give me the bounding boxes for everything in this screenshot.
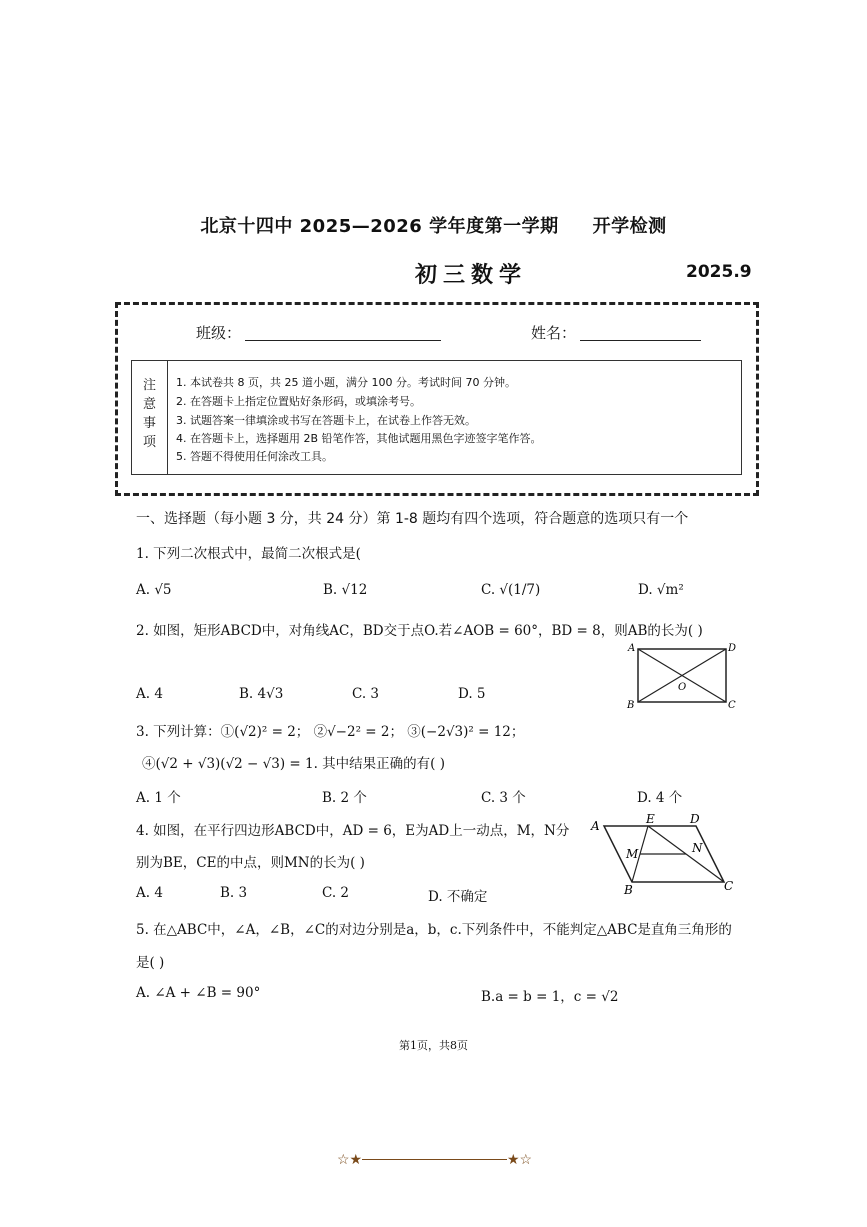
- figure-label-n: N: [692, 841, 703, 855]
- figure-label-o: O: [678, 682, 687, 693]
- question-2-option-c[interactable]: C. 3: [352, 686, 380, 702]
- figure-label-c: C: [724, 879, 734, 893]
- figure-label-b: B: [624, 883, 633, 896]
- class-label: 班级：: [196, 324, 242, 342]
- notice-heading-char: 意: [142, 397, 156, 412]
- star-ornament-left: ☆★: [337, 1152, 363, 1168]
- notice-heading-char: 注: [142, 378, 156, 393]
- question-4-option-c[interactable]: C. 2: [322, 885, 350, 901]
- name-field[interactable]: [580, 340, 701, 341]
- notice-item: 5. 答题不得使用任何涂改工具。: [176, 450, 333, 463]
- exam-title-main: 北京十四中 2025—2026 学年度第一学期: [200, 216, 559, 237]
- notice-item: 1. 本试卷共 8 页，共 25 道小题，满分 100 分。考试时间 70 分钟。: [176, 376, 516, 389]
- question-3-line-1: 3. 下列计算：①(√2)² = 2； ②√−2² = 2； ③(−2√3)² = 12；: [136, 724, 525, 740]
- question-5-option-a[interactable]: A. ∠A + ∠B = 90°: [136, 985, 261, 1001]
- question-1-option-d[interactable]: D. √m²: [638, 582, 684, 598]
- question-1-option-c[interactable]: C. √(1/7): [481, 582, 541, 598]
- rectangle-figure: [624, 640, 742, 712]
- figure-label-c: C: [728, 700, 736, 711]
- question-3-option-c[interactable]: C. 3 个: [481, 790, 526, 806]
- figure-label-e: E: [646, 812, 655, 826]
- notice-heading-char: 项: [142, 435, 156, 450]
- notice-heading: [132, 361, 168, 474]
- notice-item: 2. 在答题卡上指定位置贴好条形码，或填涂考号。: [176, 395, 421, 408]
- section-heading: 一、选择题（每小题 3 分，共 24 分）第 1-8 题均有四个选项，符合题意的选项只有一个: [136, 511, 689, 527]
- notice-item: 4. 在答题卡上，选择题用 2B 铅笔作答，其他试题用黑色字迹签字笔作答。: [176, 432, 542, 445]
- question-4-line-2: 别为BE，CE的中点，则MN的长为( ): [136, 855, 365, 871]
- notice-box: [131, 360, 742, 475]
- question-4-option-a[interactable]: A. 4: [136, 885, 163, 901]
- notice-item: 3. 试题答案一律填涂或书写在答题卡上，在试卷上作答无效。: [176, 414, 476, 427]
- question-1-stem: 1. 下列二次根式中，最简二次根式是(: [136, 546, 361, 562]
- question-3-line-2: ④(√2 + √3)(√2 − √3) = 1. 其中结果正确的有( ): [142, 756, 446, 772]
- question-5-option-b[interactable]: B.a = b = 1，c = √2: [481, 989, 619, 1005]
- name-label: 姓名：: [531, 324, 577, 342]
- question-2-stem: 2. 如图，矩形ABCD中，对角线AC，BD交于点O.若∠AOB = 60°，BD = 8，则AB的长为( ): [136, 623, 703, 639]
- figure-label-m: M: [626, 847, 639, 861]
- question-1-option-a[interactable]: A. √5: [136, 582, 172, 598]
- parallelogram-figure: [588, 810, 738, 896]
- figure-label-a: A: [591, 819, 600, 833]
- star-ornament-right: ★☆: [507, 1152, 533, 1168]
- question-2-option-b[interactable]: B. 4√3: [239, 686, 284, 702]
- figure-label-a: A: [628, 643, 636, 654]
- notice-heading-char: 事: [142, 416, 156, 431]
- exam-title: [0, 212, 867, 238]
- ornament-divider: [362, 1159, 507, 1160]
- question-3-option-a[interactable]: A. 1 个: [136, 790, 181, 806]
- figure-label-d: D: [690, 812, 700, 826]
- question-2-option-d[interactable]: D. 5: [458, 686, 486, 702]
- question-3-option-d[interactable]: D. 4 个: [637, 790, 683, 806]
- question-3-option-b[interactable]: B. 2 个: [322, 790, 367, 806]
- question-4-option-b[interactable]: B. 3: [220, 885, 248, 901]
- figure-label-d: D: [728, 643, 737, 654]
- question-5-line-1: 5. 在△ABC中，∠A，∠B，∠C的对边分别是a，b，c.下列条件中，不能判定△ABC是直角三角形的: [136, 922, 732, 938]
- exam-title-type: 开学检测: [592, 216, 667, 237]
- page-number: 第1页，共8页: [399, 1039, 468, 1052]
- question-4-option-d[interactable]: D. 不确定: [428, 889, 488, 905]
- figure-label-b: B: [627, 700, 635, 711]
- question-1-option-b[interactable]: B. √12: [323, 582, 368, 598]
- class-field[interactable]: [245, 340, 441, 341]
- exam-date: 2025.9: [686, 262, 752, 282]
- question-5-line-2: 是( ): [136, 955, 165, 971]
- subject-title: 初三数学: [415, 262, 528, 288]
- question-4-line-1: 4. 如图，在平行四边形ABCD中，AD = 6，E为AD上一动点，M，N分: [136, 823, 570, 839]
- question-2-option-a[interactable]: A. 4: [136, 686, 163, 702]
